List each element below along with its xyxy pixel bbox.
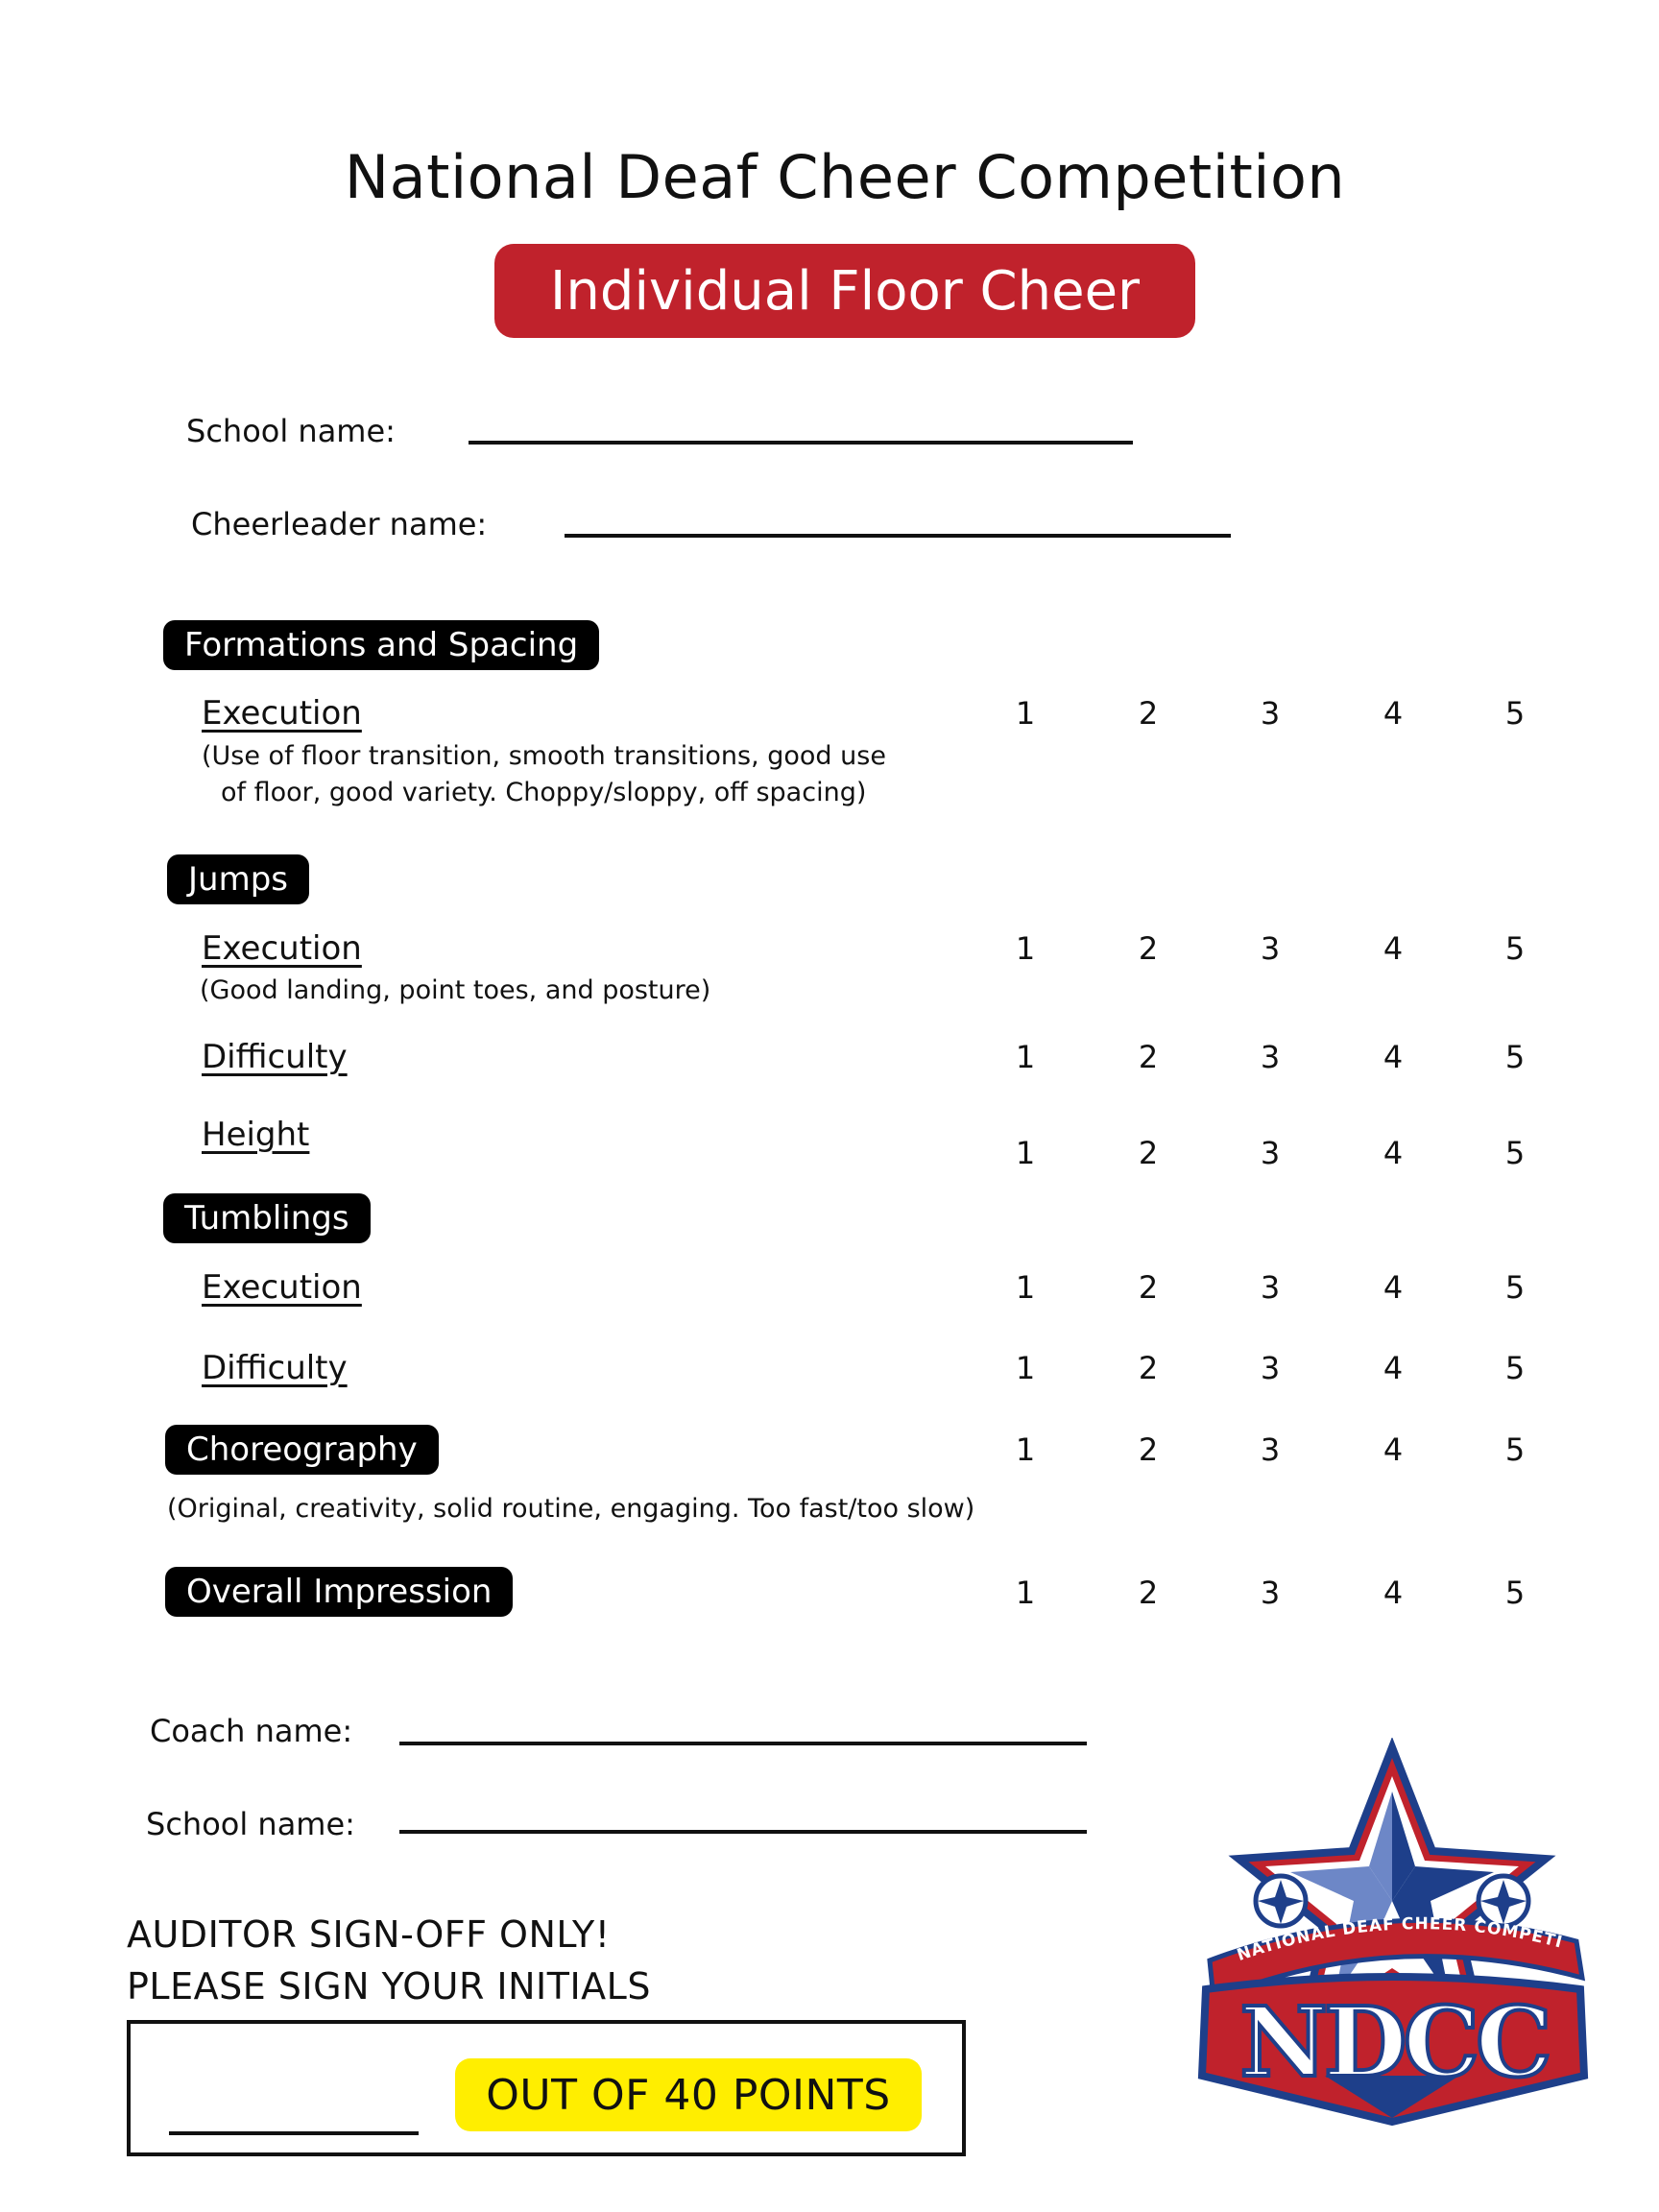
formations-execution-score-5[interactable]: 5 [1504,695,1526,732]
form-subtitle-badge: Individual Floor Cheer [494,244,1195,338]
bottom-school-name-field[interactable] [399,1830,1087,1834]
jumps-execution-description: (Good landing, point toes, and posture) [200,975,711,1005]
logo-monogram: NDCC [1239,1985,1549,2099]
jumps-height-score-2[interactable]: 2 [1138,1135,1159,1171]
formations-execution-label: Execution [202,694,362,733]
ndcc-logo-graphic [1181,1738,1603,2141]
formations-execution-score-1[interactable]: 1 [1015,695,1036,732]
auditor-instruction: PLEASE SIGN YOUR INITIALS [127,1965,651,2008]
formations-execution-description: (Use of floor transition, smooth transitions, good use [202,741,886,771]
overall-impression-score-3[interactable]: 3 [1260,1575,1281,1611]
overall-impression-score-4[interactable]: 4 [1382,1575,1404,1611]
page-title: National Deaf Cheer Competition [344,142,1346,212]
jumps-difficulty-score-5[interactable]: 5 [1504,1039,1526,1075]
jumps-height-score-3[interactable]: 3 [1260,1135,1281,1171]
cheerleader-name-label: Cheerleader name: [191,506,488,542]
auditor-heading: AUDITOR SIGN-OFF ONLY! [127,1913,611,1956]
jumps-difficulty-label: Difficulty [202,1038,348,1076]
jumps-execution-score-2[interactable]: 2 [1138,930,1159,967]
tumblings-execution-score-5[interactable]: 5 [1504,1269,1526,1306]
auditor-initials-field[interactable] [169,2131,419,2135]
overall-impression-score-1[interactable]: 1 [1015,1575,1036,1611]
section-jumps-badge: Jumps [167,854,309,904]
section-choreography-badge: Choreography [165,1425,439,1475]
jumps-execution-label: Execution [202,929,362,968]
jumps-height-score-5[interactable]: 5 [1504,1135,1526,1171]
overall-impression-score-5[interactable]: 5 [1504,1575,1526,1611]
jumps-height-label: Height [202,1116,310,1154]
choreography-score-3[interactable]: 3 [1260,1431,1281,1468]
coach-name-field[interactable] [399,1742,1087,1745]
jumps-difficulty-score-1[interactable]: 1 [1015,1039,1036,1075]
formations-execution-score-2[interactable]: 2 [1138,695,1159,732]
overall-impression-score-2[interactable]: 2 [1138,1575,1159,1611]
ndcc-logo [1181,1738,1603,2141]
jumps-execution-score-1[interactable]: 1 [1015,930,1036,967]
tumblings-execution-score-4[interactable]: 4 [1382,1269,1404,1306]
school-name-label: School name: [186,413,396,449]
choreography-score-4[interactable]: 4 [1382,1431,1404,1468]
section-overall-impression-badge: Overall Impression [165,1567,513,1617]
tumblings-execution-score-1[interactable]: 1 [1015,1269,1036,1306]
cheerleader-name-field[interactable] [565,534,1231,538]
total-points-badge: OUT OF 40 POINTS [455,2058,922,2131]
tumblings-difficulty-score-1[interactable]: 1 [1015,1350,1036,1386]
tumblings-difficulty-label: Difficulty [202,1349,348,1387]
tumblings-execution-label: Execution [202,1268,362,1307]
jumps-difficulty-score-4[interactable]: 4 [1382,1039,1404,1075]
choreography-description: (Original, creativity, solid routine, engaging. Too fast/too slow) [167,1494,975,1524]
jumps-height-score-4[interactable]: 4 [1382,1135,1404,1171]
bottom-school-name-label: School name: [146,1806,355,1842]
coach-name-label: Coach name: [150,1713,353,1749]
tumblings-difficulty-score-2[interactable]: 2 [1138,1350,1159,1386]
school-name-field[interactable] [469,441,1133,445]
formations-execution-description-cont: of floor, good variety. Choppy/sloppy, off spacing) [221,778,867,807]
jumps-height-score-1[interactable]: 1 [1015,1135,1036,1171]
formations-execution-score-3[interactable]: 3 [1260,695,1281,732]
section-formations-badge: Formations and Spacing [163,620,599,670]
formations-execution-score-4[interactable]: 4 [1382,695,1404,732]
jumps-difficulty-score-3[interactable]: 3 [1260,1039,1281,1075]
tumblings-execution-score-3[interactable]: 3 [1260,1269,1281,1306]
tumblings-difficulty-score-5[interactable]: 5 [1504,1350,1526,1386]
tumblings-execution-score-2[interactable]: 2 [1138,1269,1159,1306]
jumps-execution-score-4[interactable]: 4 [1382,930,1404,967]
choreography-score-5[interactable]: 5 [1504,1431,1526,1468]
jumps-execution-score-3[interactable]: 3 [1260,930,1281,967]
logo-arc-text: NATIONAL DEAF CHEER COMPETI [1234,1914,1565,1966]
choreography-score-2[interactable]: 2 [1138,1431,1159,1468]
tumblings-difficulty-score-3[interactable]: 3 [1260,1350,1281,1386]
jumps-difficulty-score-2[interactable]: 2 [1138,1039,1159,1075]
jumps-execution-score-5[interactable]: 5 [1504,930,1526,967]
choreography-score-1[interactable]: 1 [1015,1431,1036,1468]
tumblings-difficulty-score-4[interactable]: 4 [1382,1350,1404,1386]
section-tumblings-badge: Tumblings [163,1193,371,1243]
